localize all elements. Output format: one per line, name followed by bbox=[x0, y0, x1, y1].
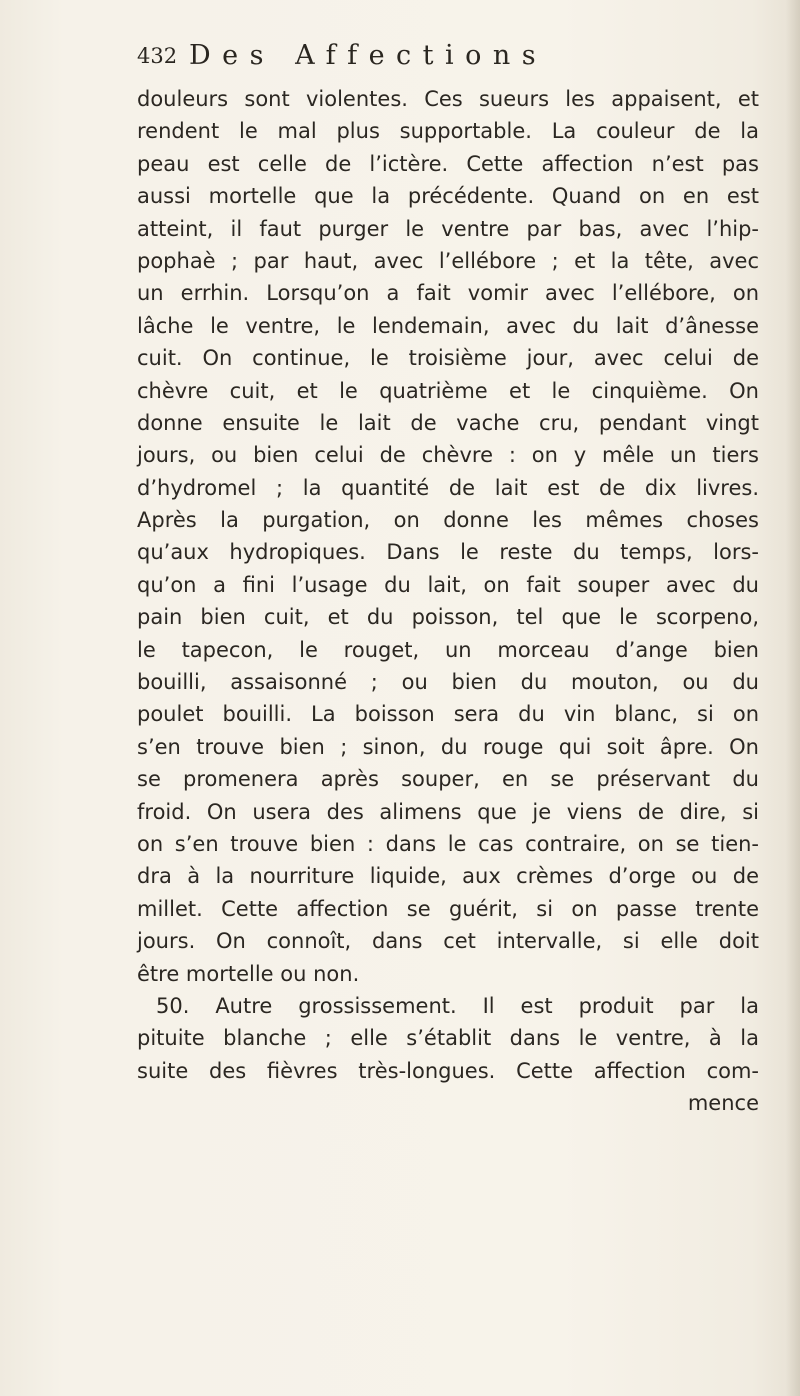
text-line: qu’aux hydropiques. Dans le reste du temps, lors- bbox=[137, 540, 759, 565]
text-line: pain bien cuit, et du poisson, tel que le scorpeno, bbox=[137, 605, 759, 630]
text-line: dra à la nourriture liquide, aux crèmes d’orge ou de bbox=[137, 864, 759, 889]
text-line: pophaè ; par haut, avec l’ellébore ; et la tête, avec bbox=[137, 248, 759, 273]
text-line: aussi mortelle que la précédente. Quand on en est bbox=[137, 184, 759, 209]
text-line: être mortelle ou non. bbox=[137, 961, 360, 986]
text-line: se promenera après souper, en se préservant du bbox=[137, 767, 759, 792]
text-line: millet. Cette affection se guérit, si on passe trente bbox=[137, 896, 759, 921]
section-heading-line: 50. Autre grossissement. Il est produit par la bbox=[156, 993, 759, 1018]
text-line: peau est celle de l’ictère. Cette affection n’est pas bbox=[137, 151, 759, 176]
text-line: jours. On connoît, dans cet intervalle, si elle doit bbox=[137, 929, 759, 954]
text-line: donne ensuite le lait de vache cru, pendant vingt bbox=[137, 410, 759, 435]
catchword-line: mence bbox=[687, 1091, 759, 1116]
text-line: bouilli, assaisonné ; ou bien du mouton, ou du bbox=[137, 670, 759, 695]
text-line: un errhin. Lorsqu’on a fait vomir avec l’ellébore, on bbox=[137, 281, 759, 306]
text-line: atteint, il faut purger le ventre par bas, avec l’hip- bbox=[137, 216, 759, 241]
text-line: d’hydromel ; la quantité de lait est de dix livres. bbox=[137, 475, 759, 500]
text-line: chèvre cuit, et le quatrième et le cinquième. On bbox=[137, 378, 759, 403]
text-line: le tapecon, le rouget, un morceau d’ange bien bbox=[137, 637, 759, 662]
running-title: Des Affections bbox=[189, 40, 548, 71]
text-line: pituite blanche ; elle s’établit dans le ventre, à la bbox=[137, 1026, 759, 1051]
text-line: lâche le ventre, le lendemain, avec du lait d’ânesse bbox=[137, 313, 759, 338]
text-line: poulet bouilli. La boisson sera du vin blanc, si on bbox=[137, 702, 759, 727]
text-line: froid. On usera des alimens que je viens de dire, si bbox=[137, 799, 759, 824]
page-number: 432 bbox=[137, 44, 178, 68]
page-header bbox=[137, 40, 757, 80]
text-line: suite des fièvres très-longues. Cette affection com- bbox=[137, 1058, 759, 1083]
text-line: rendent le mal plus supportable. La couleur de la bbox=[137, 119, 759, 144]
text-line: on s’en trouve bien : dans le cas contraire, on se tien- bbox=[137, 831, 759, 856]
text-line: s’en trouve bien ; sinon, du rouge qui soit âpre. On bbox=[137, 734, 759, 759]
body-text bbox=[137, 83, 759, 1120]
page-edge-shadow bbox=[786, 0, 800, 1396]
text-line: jours, ou bien celui de chèvre : on y mêle un tiers bbox=[137, 443, 759, 468]
text-line: cuit. On continue, le troisième jour, avec celui de bbox=[137, 346, 759, 371]
text-line: Après la purgation, on donne les mêmes choses bbox=[137, 508, 759, 533]
text-line: qu’on a fini l’usage du lait, on fait souper avec du bbox=[137, 572, 759, 597]
text-line: douleurs sont violentes. Ces sueurs les appaisent, et bbox=[137, 87, 759, 111]
